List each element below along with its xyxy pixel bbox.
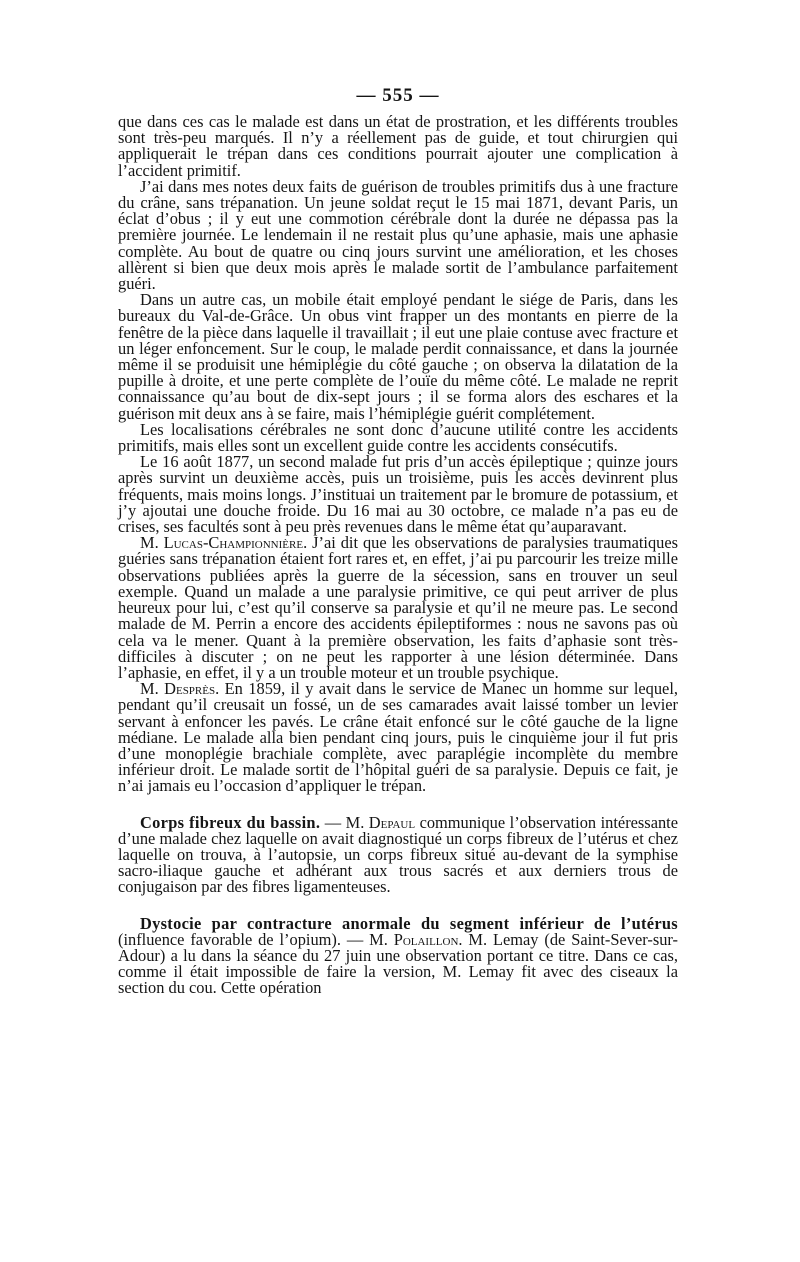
section-heading: Dystocie par contracture anormale du segment inférieur de l’utérus bbox=[140, 913, 678, 933]
speaker-name: Depaul bbox=[368, 812, 416, 832]
section-gap bbox=[118, 795, 678, 815]
paragraph: J’ai dans mes notes deux faits de guérison de troubles primitifs dus à une fracture du crâne, sans trépanation. Un jeune soldat reçut le 15 mai 1871, devant Paris, un éclat d’obus ; il y eut une commotion cérébrale dont la durée ne dépassa pas la première journée. Le lendemain il ne restait plus qu’une aphasie, mais une aphasie complète. Au bout de quatre ou cinq jours survint une amélioration, et les choses allèrent si bien que deux mois après le malade sortit de l’ambulance parfaitement guéri. bbox=[118, 176, 678, 294]
page-number: — 555 — bbox=[356, 85, 440, 106]
section-text: communique l’observation intéressante d’une malade chez laquelle on avait diagnostiqué un corps fibreux de l’utérus et chez laquelle on trouva, à l’autopsie, un corps fibreux situé au-devant de la symphise sacro-iliaque gauche et adhérant aux trous sacrés et aux derniers trous de conjugaison par des fibres ligamenteuses. bbox=[118, 812, 678, 897]
paragraph: Dans un autre cas, un mobile était employé pendant le siége de Paris, dans les bureaux du Val-de-Grâce. Un obus vint frapper un des montants en pierre de la fenêtre de la pièce dans laquelle il travaillait ; il eut une plaie contuse avec fracture et un léger enfoncement. Sur le coup, le malade perdit connaissance, et dans la journée même il se produisit une hémiplégie du côté gauche ; on observa la dilatation de la pupille à droite, et une perte complète de l’ouïe du même côté. Le malade ne reprit connaissance qu’au bout de dix-sept jours ; il se forma alors des eschares et la guérison mit deux ans à se faire, mais l’hémiplégie guérit complétement. bbox=[118, 290, 678, 423]
paragraph-text: J’ai dit que les observations de paralysies traumatiques guéries sans trépanation étaient fort rares et, en effet, j’ai pu parcourir les treize mille observations publiées après la guerre de la sécession, sans en trouver un seul exemple. Quand un malade a une paralysie primitive, ce qui peut arriver de plus heureux pour lui, c’est qu’il conserve sa paralysie et qu’il ne meure pas. Le second malade de M. Perrin a encore des accidents épileptiformes : nous ne savons pas où cela va le mener. Quant à la première observation, les faits d’aphasie sont très-difficiles à discuter ; on ne peut les rapporter à une lésion déterminée. Dans l’aphasie, en effet, il y a un trouble moteur et un trouble psychique. bbox=[118, 533, 678, 682]
section-dash: — M. bbox=[320, 812, 369, 832]
section-heading: Corps fibreux du bassin. bbox=[140, 812, 321, 832]
speaker-name: M. Desprès. bbox=[140, 679, 220, 699]
paragraph-text: En 1859, il y avait dans le service de Manec un homme sur lequel, pendant qu’il creusait un fossé, un de ses camarades avait laissé tomber un levier servant à enfoncer les pavés. Le crâne était enfoncé sur le côté gauche de la ligne médiane. Le malade alla bien pendant cinq jours, puis le cinquième jour il fut pris d’une monoplégie brachiale complète, avec paraplégie incomplète du membre inférieur droit. Le malade sortit de l’hôpital guéri de sa paralysie. Depuis ce fait, je n’ai jamais eu l’occasion d’appliquer le trépan. bbox=[118, 679, 678, 796]
speaker-name: M. Lucas-Championnière. bbox=[140, 533, 308, 553]
paragraph: Les localisations cérébrales ne sont donc d’aucune utilité contre les accidents primitifs, mais elles sont un excellent guide contre les accidents consécutifs. bbox=[118, 419, 678, 456]
section-text: . M. Lemay (de Saint-Sever-sur-Adour) a lu dans la séance du 27 juin une observation portant ce titre. Dans ce cas, comme il était impossible de faire la version, M. Lemay fit avec des ciseaux la section du cou. Cette opération bbox=[118, 929, 678, 998]
document-page bbox=[118, 86, 678, 997]
paragraph: Le 16 août 1877, un second malade fut pris d’un accès épileptique ; quinze jours après survint un deuxième accès, puis un troisième, puis les accès devinrent plus fréquents, mais moins longs. J’instituai un traitement par le bromure de potassium, et j’y ajoutai une douche froide. Du 16 mai au 30 octobre, ce malade n’a pas eu de crises, ses facultés sont à peu près revenues dans le même état qu’auparavant. bbox=[118, 452, 678, 537]
section-gap bbox=[118, 896, 678, 916]
section-paren: (influence favorable de l’opium). — M. bbox=[118, 929, 394, 949]
paragraph: que dans ces cas le malade est dans un état de prostration, et les différents troubles sont très-peu marqués. Il n’y a réellement pas de guide, et tout chirurgien qui appliquerait le trépan dans ces conditions pourrait ajouter une complication à l’accident primitif. bbox=[118, 112, 678, 180]
speaker-name: Polaillon bbox=[393, 929, 459, 949]
section-paragraph bbox=[118, 812, 678, 897]
paragraph bbox=[118, 681, 678, 794]
section-paragraph bbox=[118, 913, 678, 998]
paragraph bbox=[118, 535, 678, 681]
